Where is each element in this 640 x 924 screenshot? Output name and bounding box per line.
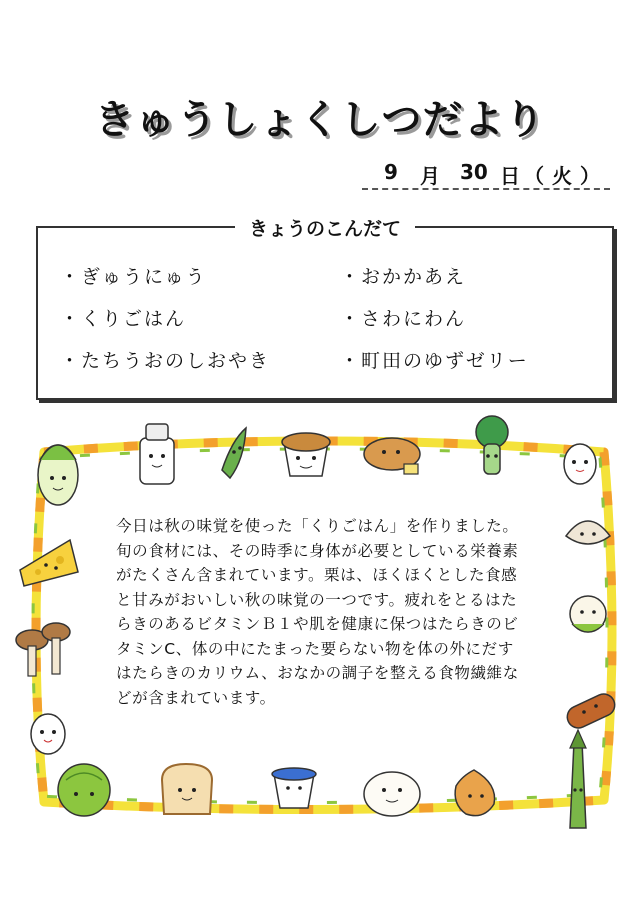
yogurt-icon	[272, 768, 316, 808]
okra-icon	[222, 428, 246, 478]
cauliflower-icon	[570, 596, 606, 632]
natto-icon	[282, 433, 330, 476]
clam-icon	[566, 521, 610, 544]
menu-item: ・たちうおのしおやき	[60, 350, 271, 372]
egg-icon	[31, 714, 65, 754]
message-text: 今日は秋の味覚を使った「くりごはん」を作りました。旬の食材には、その時季に身体が必要としている栄養素がたくさん含まれています。栗は、ほくほくとした食感と甘みがおいしい秋の味覚の一つです。疲れをとるはたらきのあるビタミンＢ１や肌を健康に保つはたらきのビタミンC、体の中にたまった要らない物を体の外にだすはたらきのカリウム、おなかの調子を整える食物繊維などが含まれています。	[116, 517, 519, 707]
date-month: 9	[384, 160, 398, 184]
menu-item: ・さわにわん	[340, 308, 467, 330]
bread-butter-icon	[364, 438, 420, 474]
date-weekday: 火	[552, 164, 572, 188]
mushroom-icon	[16, 623, 70, 676]
cheese-icon	[20, 540, 78, 586]
napa-cabbage-icon	[38, 445, 78, 505]
milk-bottle-icon	[140, 424, 174, 484]
toast-icon	[162, 764, 212, 814]
date-month-unit: 月	[420, 164, 440, 188]
menu-item: ・町田のゆずゼリー	[340, 350, 529, 372]
rice-bowl-icon	[364, 772, 420, 816]
date-weekday-open: （	[524, 164, 544, 188]
menu-item: ・ぎゅうにゅう	[60, 266, 207, 288]
onion-icon	[455, 770, 494, 816]
cabbage-icon	[58, 764, 110, 816]
date-day: 30	[460, 160, 488, 184]
date-day-unit: 日	[500, 164, 520, 188]
asparagus-icon	[570, 730, 586, 828]
menu-item: ・くりごはん	[60, 308, 187, 330]
date-weekday-close: ）	[580, 164, 600, 188]
menu-item: ・おかかあえ	[340, 266, 467, 288]
menu-heading-label: きょうのこんだて	[235, 214, 415, 241]
egg-icon	[564, 444, 596, 484]
page-title: きゅうしょくしつだより	[94, 97, 546, 143]
